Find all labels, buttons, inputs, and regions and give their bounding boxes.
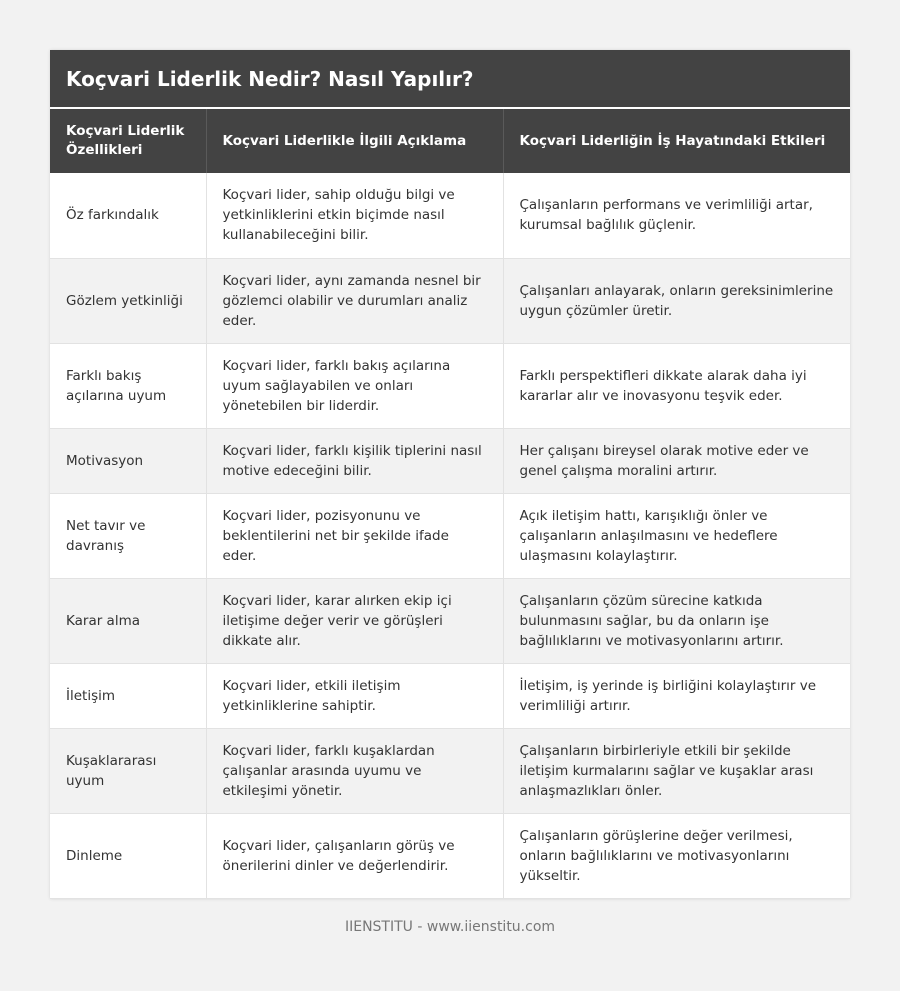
effect-cell: Çalışanların görüşlerine değer verilmesi, onların bağlılıklarını ve motivasyonlarını yükseltir. xyxy=(503,813,850,898)
table-header-row xyxy=(50,109,850,173)
description-cell: Koçvari lider, farklı kişilik tiplerini nasıl motive edeceğini bilir. xyxy=(206,428,503,493)
page-title: Koçvari Liderlik Nedir? Nasıl Yapılır? xyxy=(50,50,850,109)
table-row xyxy=(50,428,850,493)
feature-cell: Dinleme xyxy=(50,813,206,898)
feature-cell: Öz farkındalık xyxy=(50,173,206,258)
feature-cell: Kuşaklararası uyum xyxy=(50,728,206,813)
effect-cell: Çalışanların çözüm sürecine katkıda bulunmasını sağlar, bu da onların işe bağlılıklarını ve motivasyonlarını artırır. xyxy=(503,578,850,663)
content-card xyxy=(50,50,850,899)
effect-cell: İletişim, iş yerinde iş birliğini kolaylaştırır ve verimliliği artırır. xyxy=(503,663,850,728)
table-row xyxy=(50,173,850,258)
feature-cell: Gözlem yetkinliği xyxy=(50,258,206,343)
table-row xyxy=(50,578,850,663)
description-cell: Koçvari lider, sahip olduğu bilgi ve yetkinliklerini etkin biçimde nasıl kullanabileceğini bilir. xyxy=(206,173,503,258)
feature-cell: Net tavır ve davranış xyxy=(50,493,206,578)
table-row xyxy=(50,343,850,428)
description-cell: Koçvari lider, etkili iletişim yetkinliklerine sahiptir. xyxy=(206,663,503,728)
description-cell: Koçvari lider, çalışanların görüş ve önerilerini dinler ve değerlendirir. xyxy=(206,813,503,898)
description-cell: Koçvari lider, aynı zamanda nesnel bir gözlemci olabilir ve durumları analiz eder. xyxy=(206,258,503,343)
feature-cell: Farklı bakış açılarına uyum xyxy=(50,343,206,428)
description-cell: Koçvari lider, karar alırken ekip içi iletişime değer verir ve görüşleri dikkate alır. xyxy=(206,578,503,663)
table-row xyxy=(50,493,850,578)
effect-cell: Farklı perspektifleri dikkate alarak daha iyi kararlar alır ve inovasyonu teşvik eder. xyxy=(503,343,850,428)
feature-cell: Karar alma xyxy=(50,578,206,663)
footer-credit: IIENSTITU - www.iienstitu.com xyxy=(344,919,556,935)
column-header-features: Koçvari Liderlik Özellikleri xyxy=(50,109,206,173)
feature-cell: İletişim xyxy=(50,663,206,728)
effect-cell: Açık iletişim hattı, karışıklığı önler ve çalışanların anlaşılmasını ve hedeflere ulaşmasını kolaylaştırır. xyxy=(503,493,850,578)
effect-cell: Çalışanların performans ve verimliliği artar, kurumsal bağlılık güçlenir. xyxy=(503,173,850,258)
effect-cell: Çalışanların birbirleriyle etkili bir şekilde iletişim kurmalarını sağlar ve kuşaklar arası anlaşmazlıkları önler. xyxy=(503,728,850,813)
table-row xyxy=(50,258,850,343)
table-row xyxy=(50,728,850,813)
feature-cell: Motivasyon xyxy=(50,428,206,493)
effect-cell: Her çalışanı bireysel olarak motive eder ve genel çalışma moralini artırır. xyxy=(503,428,850,493)
column-header-description: Koçvari Liderlikle İlgili Açıklama xyxy=(206,109,503,173)
column-header-effects: Koçvari Liderliğin İş Hayatındaki Etkileri xyxy=(503,109,850,173)
table-row xyxy=(50,813,850,898)
leadership-table xyxy=(50,109,850,899)
description-cell: Koçvari lider, pozisyonunu ve beklentilerini net bir şekilde ifade eder. xyxy=(206,493,503,578)
description-cell: Koçvari lider, farklı kuşaklardan çalışanlar arasında uyumu ve etkileşimi yönetir. xyxy=(206,728,503,813)
description-cell: Koçvari lider, farklı bakış açılarına uyum sağlayabilen ve onları yönetebilen bir liderdir. xyxy=(206,343,503,428)
table-row xyxy=(50,663,850,728)
effect-cell: Çalışanları anlayarak, onların gereksinimlerine uygun çözümler üretir. xyxy=(503,258,850,343)
